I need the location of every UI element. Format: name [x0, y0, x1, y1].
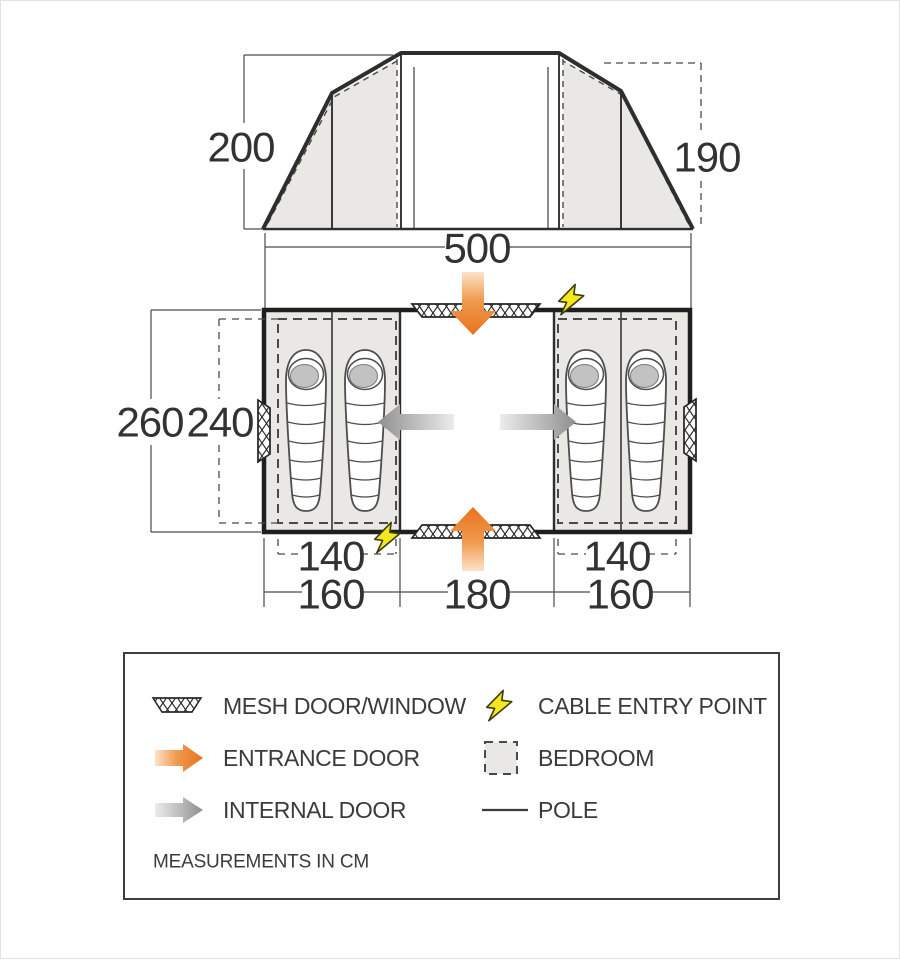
sleeping-bag [626, 350, 666, 511]
legend-pole-label: POLE [538, 797, 598, 823]
dim-260-label: 260 [116, 398, 184, 446]
dim-160-left-label: 160 [297, 570, 365, 618]
legend-entrance-label: ENTRANCE DOOR [223, 745, 420, 771]
dim-180-label: 180 [443, 570, 511, 618]
legend-measurements-note: MEASUREMENTS IN CM [153, 851, 369, 873]
sleeping-bag [286, 350, 326, 511]
mesh-door-window-icon [153, 698, 201, 712]
legend [124, 653, 779, 899]
legend-mesh-label: MESH DOOR/WINDOW [223, 693, 466, 719]
dim-190-label: 190 [673, 133, 741, 181]
dim-240-label: 240 [186, 398, 254, 446]
bedroom-swatch-icon [485, 742, 517, 774]
dim-140-right-label: 140 [583, 532, 651, 580]
sleeping-bag [345, 350, 385, 511]
dim-200-label: 200 [207, 123, 275, 171]
legend-cable-label: CABLE ENTRY POINT [538, 693, 767, 719]
floor-plan [116, 272, 696, 618]
sleeping-bag [566, 350, 606, 511]
legend-internal-label: INTERNAL DOOR [223, 797, 407, 823]
dim-140-left-label: 140 [297, 532, 365, 580]
elevation-view [207, 53, 740, 309]
elevation-right-bedroom-area [563, 60, 691, 227]
legend-bedroom-label: BEDROOM [538, 745, 655, 771]
tent-diagram [1, 1, 900, 960]
dim-160-right-label: 160 [586, 570, 654, 618]
dim-500-label: 500 [443, 224, 511, 272]
